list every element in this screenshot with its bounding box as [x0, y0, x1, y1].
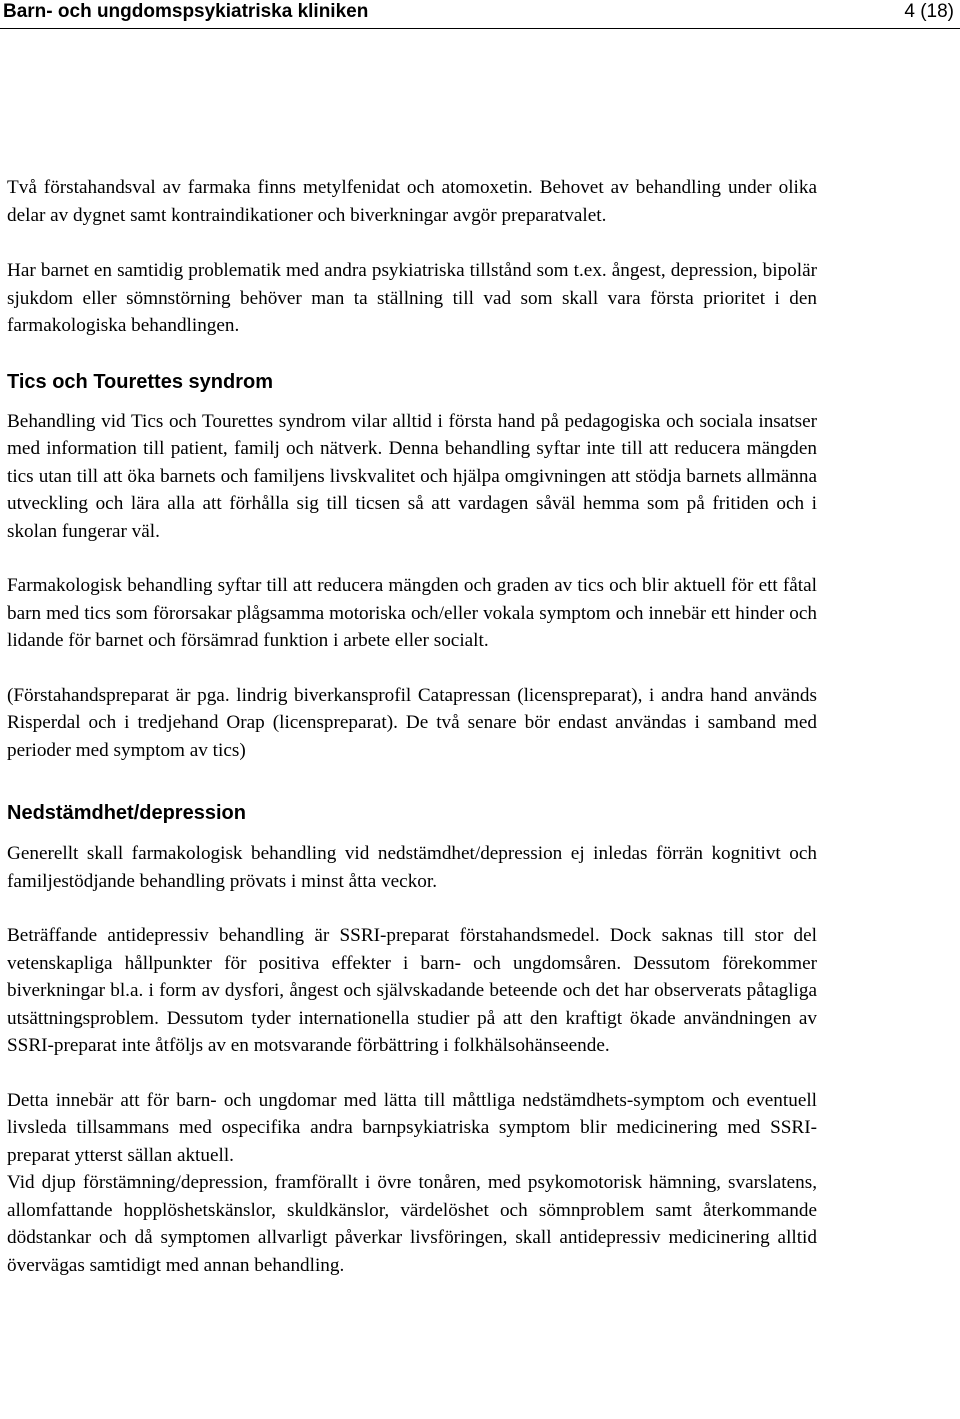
paragraph-djup-depression: Vid djup förstämning/depression, framförallt i övre tonåren, med psykomotorisk hämning, svarslatens, allomfattande hopplöshetskänslor, skuldkänslor, värdelöshet och sömnproblem samt återkommande dödstankar och då symptomen allvarligt påverkar livsföringen, skall antidepressiv medicinering alltid övervägas samtidigt med annan behandling.	[7, 1172, 817, 1276]
paragraph-farmaka-val: Två förstahandsval av farmaka finns metylfenidat och atomoxetin. Behovet av behandling under olika delar av dygnet samt kontraindikationer och biverkningar avgör preparatvalet.	[7, 177, 817, 226]
heading-tics: Tics och Tourettes syndrom	[7, 370, 273, 393]
heading-depression: Nedstämdhet/depression	[7, 802, 246, 824]
paragraph-forstahandspreparat: (Förstahandspreparat är pga. lindrig biverkansprofil Catapressan (licenspreparat), i andra hand används Risperdal och i tredjehand Orap (licenspreparat). De två senare bör endast användas i samband med perioder med symptom av tics)	[7, 684, 817, 761]
paragraph-detta-innebar: Detta innebär att för barn- och ungdomar med lätta till måttliga nedstämdhets-symptom och eventuell livsleda tillsammans med ospecifika andra barnpsykiatriska symptom blir medicinering med SSRI-preparat ytterst sällan aktuell.	[7, 1089, 817, 1166]
document-body	[7, 174, 817, 1279]
page-number: 4 (18)	[904, 1, 954, 22]
header-title: Barn- och ungdomspsykiatriska kliniken	[3, 1, 369, 22]
paragraph-farmakologisk-tics: Farmakologisk behandling syftar till att reducera mängden och graden av tics och blir aktuell för ett fåtal barn med tics som förorsakar plågsamma motoriska och/eller vokala symptom och innebär ett hinder och lidande för barnet och försämrad funktion i arbete eller socialt.	[7, 575, 817, 651]
paragraph-generellt: Generellt skall farmakologisk behandling vid nedstämdhet/depression ej inledas förrän kognitivt och familjestödjande behandling prövats i minst åtta veckor.	[7, 843, 817, 892]
paragraph-ssri: Beträffande antidepressiv behandling är SSRI-preparat förstahandsmedel. Dock saknas till stor del vetenskapliga hållpunkter för positiva effekter i barn- och ungdomsåren. Dessutom förekommer biverkningar bl.a. i form av dysfori, ångest och självskadande beteende och det har observerats påtagliga utsättningsproblem. Dessutom tyder internationella studier på att den kraftigt ökade användningen av SSRI-preparat inte åtföljs av en motsvarande förbättring i folkhälsohänseende.	[7, 925, 817, 1056]
paragraph-tics-behandling: Behandling vid Tics och Tourettes syndrom vilar alltid i första hand på pedagogiska och sociala insatser med information till patient, familj och nätverk. Denna behandling syftar inte till att reducera mängden tics utan till att öka barnets och familjens livskvalitet och hjälpa omgivningen att stödja barnets allmänna utveckling och lära alla att förhålla sig till ticsen så att vardagen såväl hemma som på fritiden och i skolan fungerar väl.	[7, 410, 817, 542]
paragraph-samtidig-problematik: Har barnet en samtidig problematik med andra psykiatriska tillstånd som t.ex. ångest, depression, bipolär sjukdom eller sömnstörning behöver man ta ställning till vad som skall vara första prioritet i den farmakologiska behandlingen.	[7, 260, 817, 336]
page-header	[0, 0, 960, 29]
